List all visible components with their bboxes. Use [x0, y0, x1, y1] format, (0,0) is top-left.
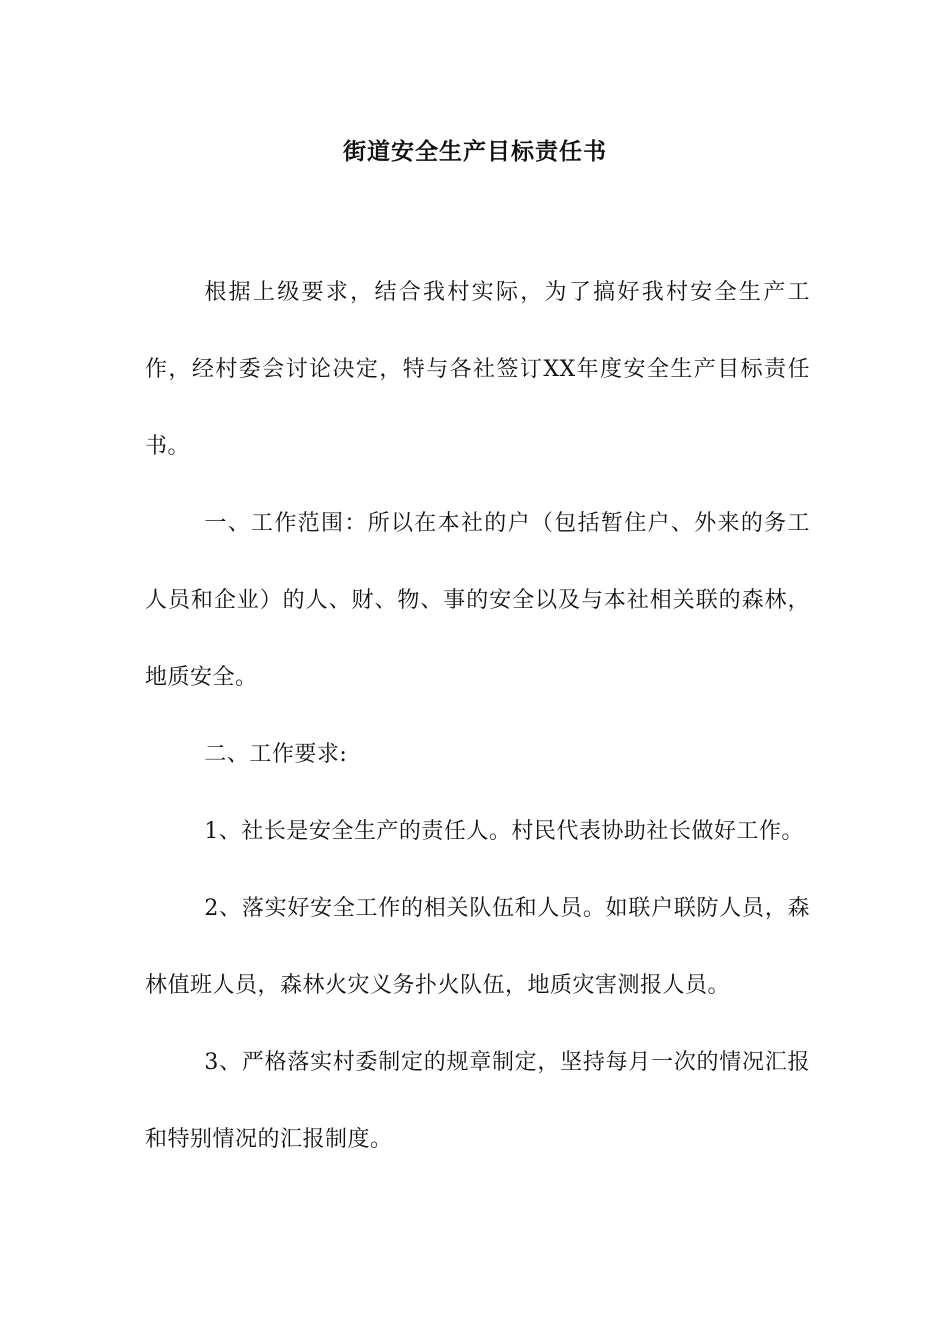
paragraph-intro: 根据上级要求，结合我村实际，为了搞好我村安全生产工作，经村委会讨论决定，特与各社签订XX年度安全生产目标责任书。 — [145, 280, 810, 459]
paragraph-work-scope: 一、工作范围：所以在本社的户（包括暂住户、外来的务工人员和企业）的人、财、物、事的安全以及与本社相关联的森林，地质安全。 — [145, 511, 810, 690]
paragraph-requirement-1: 1、社长是安全生产的责任人。村民代表协助社长做好工作。 — [204, 819, 804, 844]
paragraph-work-requirements-heading: 二、工作要求: — [204, 742, 348, 767]
paragraph-requirement-3: 3、严格落实村委制定的规章制定，坚持每月一次的情况汇报和特别情况的汇报制度。 — [145, 1050, 810, 1152]
document-body — [145, 254, 810, 1178]
document-title: 街道安全生产目标责任书 — [343, 139, 607, 165]
paragraph-requirement-2: 2、落实好安全工作的相关队伍和人员。如联户联防人员，森林值班人员，森林火灾义务扑火队伍，地质灾害测报人员。 — [145, 896, 810, 998]
